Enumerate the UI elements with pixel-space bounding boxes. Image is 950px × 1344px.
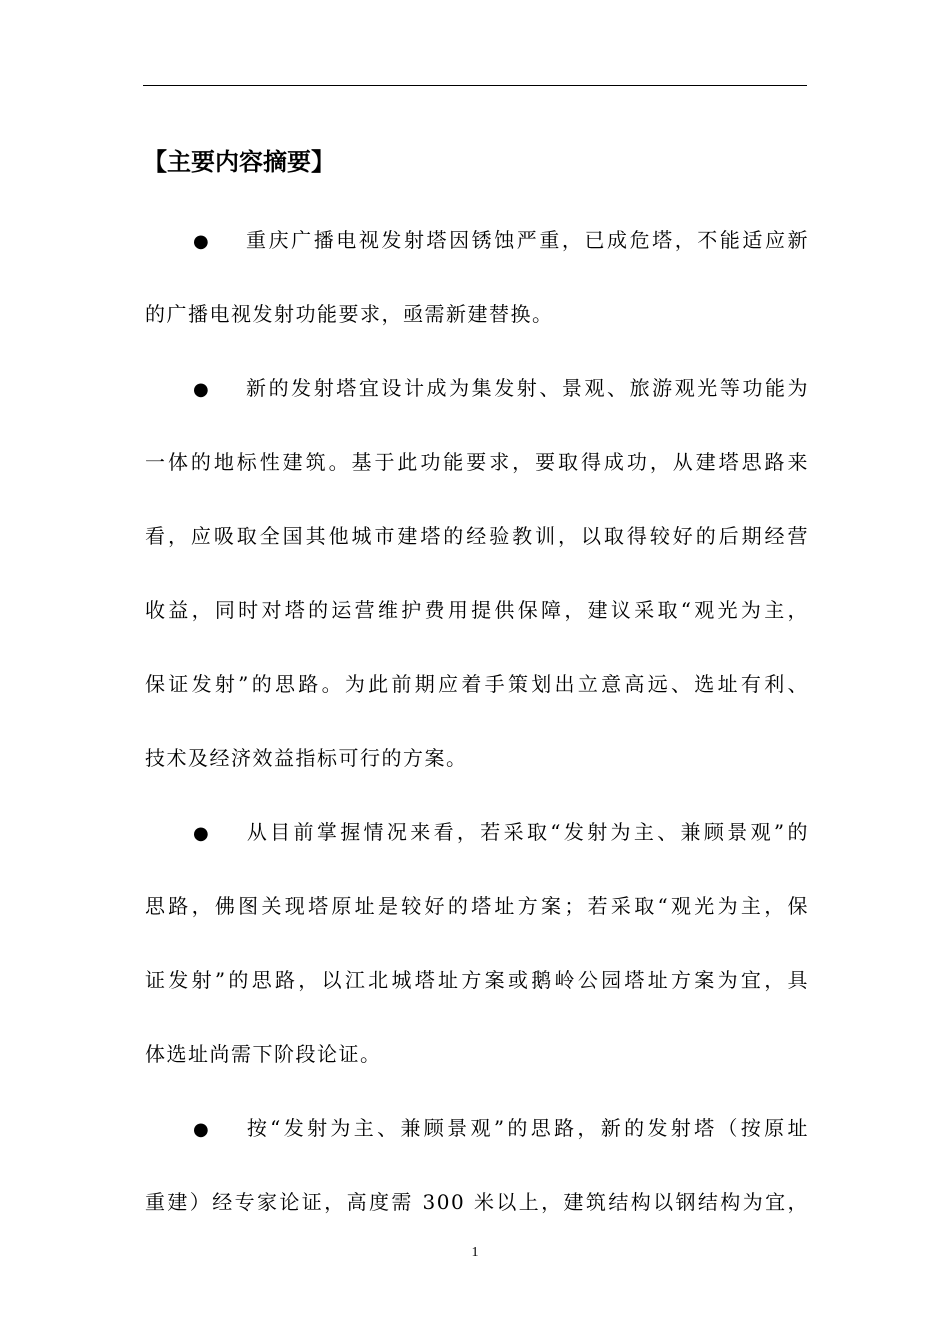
paragraph-line: 保证发射”的思路。为此前期应着手策划出立意高远、选址有利、 (145, 672, 809, 696)
line-text: 从目前掌握情况来看，若采取“发射为主、兼顾景观”的 (245, 820, 809, 844)
line-text: 新的发射塔宜设计成为集发射、景观、旅游观光等功能为 (245, 376, 809, 400)
paragraph-line (145, 351, 809, 425)
body-text (145, 203, 809, 1239)
section-heading: 【主要内容摘要】 (143, 148, 335, 176)
line-text: 重庆广播电视发射塔因锈蚀严重，已成危塔，不能适应新 (245, 228, 809, 252)
bullet-dot: ● (193, 379, 209, 400)
bullet-paragraph (145, 203, 809, 351)
paragraph-line: 一体的地标性建筑。基于此功能要求，要取得成功，从建塔思路来 (145, 450, 809, 474)
paragraph-line (145, 203, 809, 277)
paragraph-line: 体选址尚需下阶段论证。 (145, 1042, 382, 1066)
bullet-paragraph (145, 351, 809, 795)
paragraph-line: 证发射”的思路，以江北城塔址方案或鹅岭公园塔址方案为宜，具 (145, 968, 809, 992)
line-text: 按“发射为主、兼顾景观”的思路，新的发射塔（按原址 (245, 1116, 809, 1140)
paragraph-line (145, 795, 809, 869)
paragraph-line: 的广播电视发射功能要求，亟需新建替换。 (145, 302, 554, 326)
paragraph-line: 思路，佛图关现塔原址是较好的塔址方案；若采取“观光为主，保 (145, 894, 809, 918)
paragraph-line: 看，应吸取全国其他城市建塔的经验教训，以取得较好的后期经营 (145, 524, 809, 548)
bullet-dot: ● (193, 1119, 209, 1140)
bullet-dot: ● (193, 823, 209, 844)
bullet-paragraph (145, 1091, 809, 1239)
paragraph-line: 重建）经专家论证，高度需 300 米以上，建筑结构以钢结构为宜， (145, 1190, 809, 1214)
paragraph-line: 技术及经济效益指标可行的方案。 (145, 746, 468, 770)
bullet-paragraph (145, 795, 809, 1091)
page-number: 1 (471, 1245, 479, 1260)
paragraph-line (145, 1091, 809, 1165)
header-rule (143, 85, 807, 86)
bullet-dot: ● (193, 231, 209, 252)
paragraph-line: 收益，同时对塔的运营维护费用提供保障，建议采取“观光为主， (145, 598, 809, 622)
